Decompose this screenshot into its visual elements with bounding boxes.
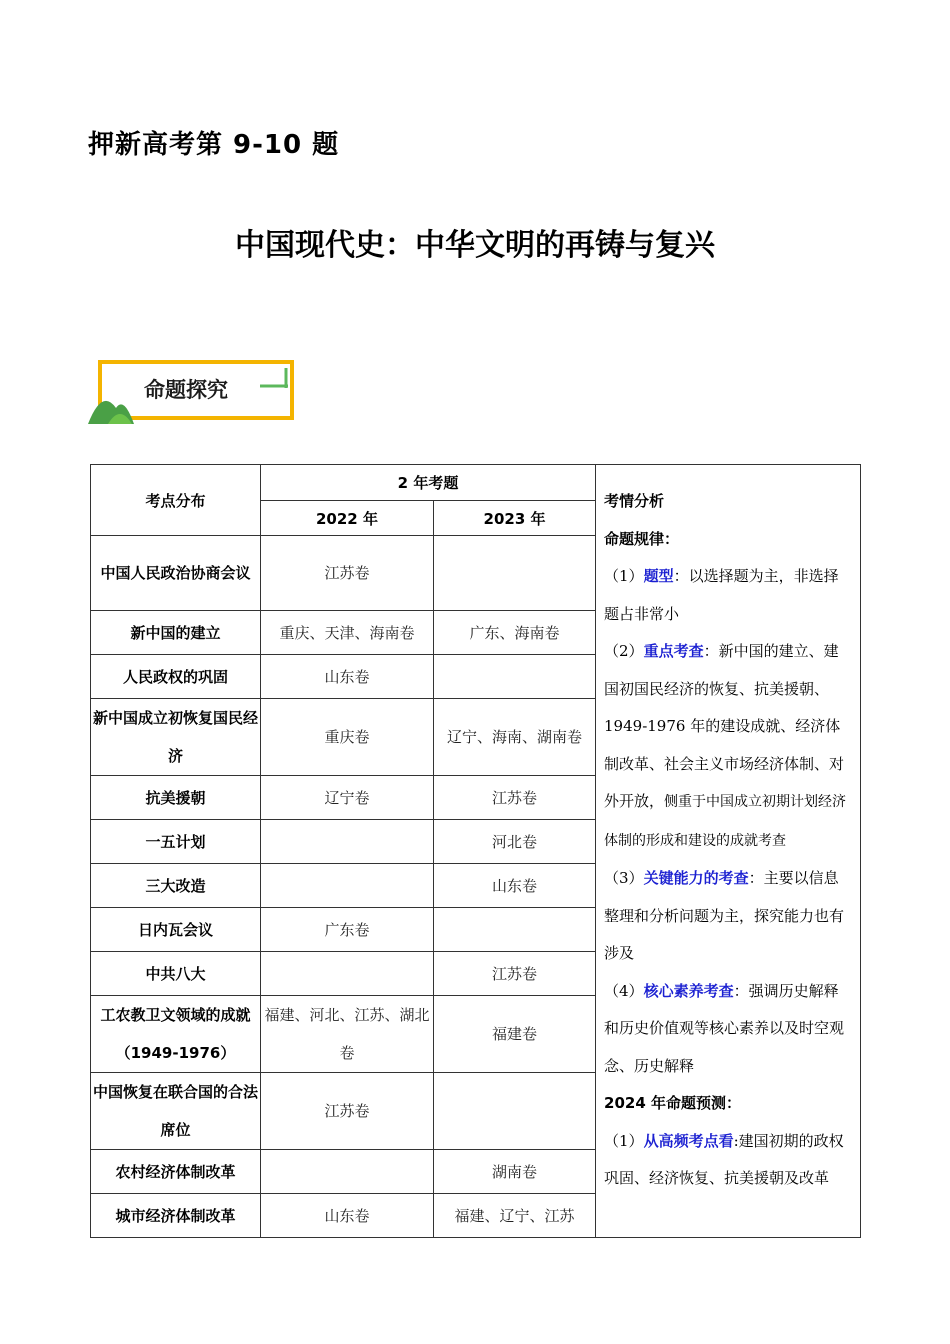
year-2022-cell: 重庆卷 bbox=[261, 699, 434, 776]
topic-cell: 日内瓦会议 bbox=[91, 908, 261, 952]
topic-cell: 新中国的建立 bbox=[91, 611, 261, 655]
year-2023-cell: 河北卷 bbox=[434, 820, 596, 864]
exam-table bbox=[90, 464, 861, 1238]
item-text: ：以选择题为主，非选择题占非常小 bbox=[604, 567, 839, 623]
header-topic: 考点分布 bbox=[91, 465, 261, 536]
topic-cell: 城市经济体制改革 bbox=[91, 1194, 261, 1238]
year-2023-cell bbox=[434, 536, 596, 611]
topic-cell: 中国人民政治协商会议 bbox=[91, 536, 261, 611]
item-text-small: 侧重于中国成立初期计划经济体制的形成和建设的成就考查 bbox=[604, 794, 847, 849]
year-2023-cell: 山东卷 bbox=[434, 864, 596, 908]
year-2022-cell: 辽宁卷 bbox=[261, 776, 434, 820]
topic-cell: 工农教卫文领域的成就（1949-1976） bbox=[91, 996, 261, 1073]
year-2023-cell: 广东、海南卷 bbox=[434, 611, 596, 655]
year-2023-cell bbox=[434, 908, 596, 952]
year-2023-cell: 福建卷 bbox=[434, 996, 596, 1073]
rules-heading: 命题规律： bbox=[604, 529, 680, 548]
item-text: ：强调历史解释和历史价值观等核心素养以及时空观念、历史解释 bbox=[604, 981, 845, 1075]
year-2022-cell bbox=[261, 864, 434, 908]
year-2023-cell: 江苏卷 bbox=[434, 776, 596, 820]
year-2022-cell: 重庆、天津、海南卷 bbox=[261, 611, 434, 655]
header-years-group: 2 年考题 bbox=[261, 465, 596, 501]
topic-cell: 中国恢复在联合国的合法席位 bbox=[91, 1073, 261, 1150]
page-title: 中国现代史：中华文明的再铸与复兴 bbox=[235, 228, 715, 263]
section-badge bbox=[88, 358, 298, 428]
item-num: （3） bbox=[604, 869, 644, 887]
year-2023-cell bbox=[434, 1073, 596, 1150]
item-num: （2） bbox=[604, 642, 644, 660]
year-2022-cell: 山东卷 bbox=[261, 1194, 434, 1238]
item-num: （4） bbox=[604, 981, 644, 1000]
header-2023: 2023 年 bbox=[434, 501, 596, 536]
item-key-focus: 重点考查 bbox=[643, 642, 704, 660]
analysis-heading: 考情分析 bbox=[604, 492, 665, 510]
item-text: ：新中国的建立、建国初国民经济的恢复、抗美援朝、1949-1976 年的建设成就、经济体制改革、社会主义市场经济体制、对外开放， bbox=[604, 642, 845, 810]
header-2022: 2022 年 bbox=[261, 501, 434, 536]
analysis-cell bbox=[596, 465, 861, 1238]
item-text: :建国初期的政权巩固、经济恢复、抗美援朝及改革 bbox=[604, 1131, 844, 1187]
year-2023-cell: 湖南卷 bbox=[434, 1150, 596, 1194]
forecast-heading: 2024 年命题预测： bbox=[604, 1094, 741, 1112]
year-2022-cell: 广东卷 bbox=[261, 908, 434, 952]
kicker-title: 押新高考第 9-10 题 bbox=[88, 130, 340, 160]
year-2022-cell: 山东卷 bbox=[261, 655, 434, 699]
year-2022-cell bbox=[261, 952, 434, 996]
year-2023-cell bbox=[434, 655, 596, 699]
year-2022-cell: 江苏卷 bbox=[261, 1073, 434, 1150]
item-text: ：主要以信息整理和分析问题为主，探究能力也有涉及 bbox=[604, 869, 845, 962]
topic-cell: 中共八大 bbox=[91, 952, 261, 996]
year-2022-cell bbox=[261, 1150, 434, 1194]
topic-cell: 三大改造 bbox=[91, 864, 261, 908]
topic-cell: 抗美援朝 bbox=[91, 776, 261, 820]
year-2023-cell: 辽宁、海南、湖南卷 bbox=[434, 699, 596, 776]
topic-cell: 新中国成立初恢复国民经济 bbox=[91, 699, 261, 776]
item-num: （1） bbox=[604, 1131, 644, 1150]
badge-label: 命题探究 bbox=[144, 378, 228, 402]
topic-cell: 一五计划 bbox=[91, 820, 261, 864]
year-2023-cell: 江苏卷 bbox=[434, 952, 596, 996]
year-2022-cell: 江苏卷 bbox=[261, 536, 434, 611]
topic-cell: 人民政权的巩固 bbox=[91, 655, 261, 699]
item-key-type: 题型 bbox=[643, 567, 674, 585]
topic-cell: 农村经济体制改革 bbox=[91, 1150, 261, 1194]
year-2022-cell bbox=[261, 820, 434, 864]
item-key-frequency: 从高频考点看 bbox=[643, 1131, 734, 1150]
item-key-ability: 关键能力的考查 bbox=[643, 869, 749, 887]
year-2023-cell: 福建、辽宁、江苏 bbox=[434, 1194, 596, 1238]
item-key-literacy: 核心素养考查 bbox=[643, 981, 734, 1000]
item-num: （1） bbox=[604, 567, 644, 585]
year-2022-cell: 福建、河北、江苏、湖北卷 bbox=[261, 996, 434, 1073]
